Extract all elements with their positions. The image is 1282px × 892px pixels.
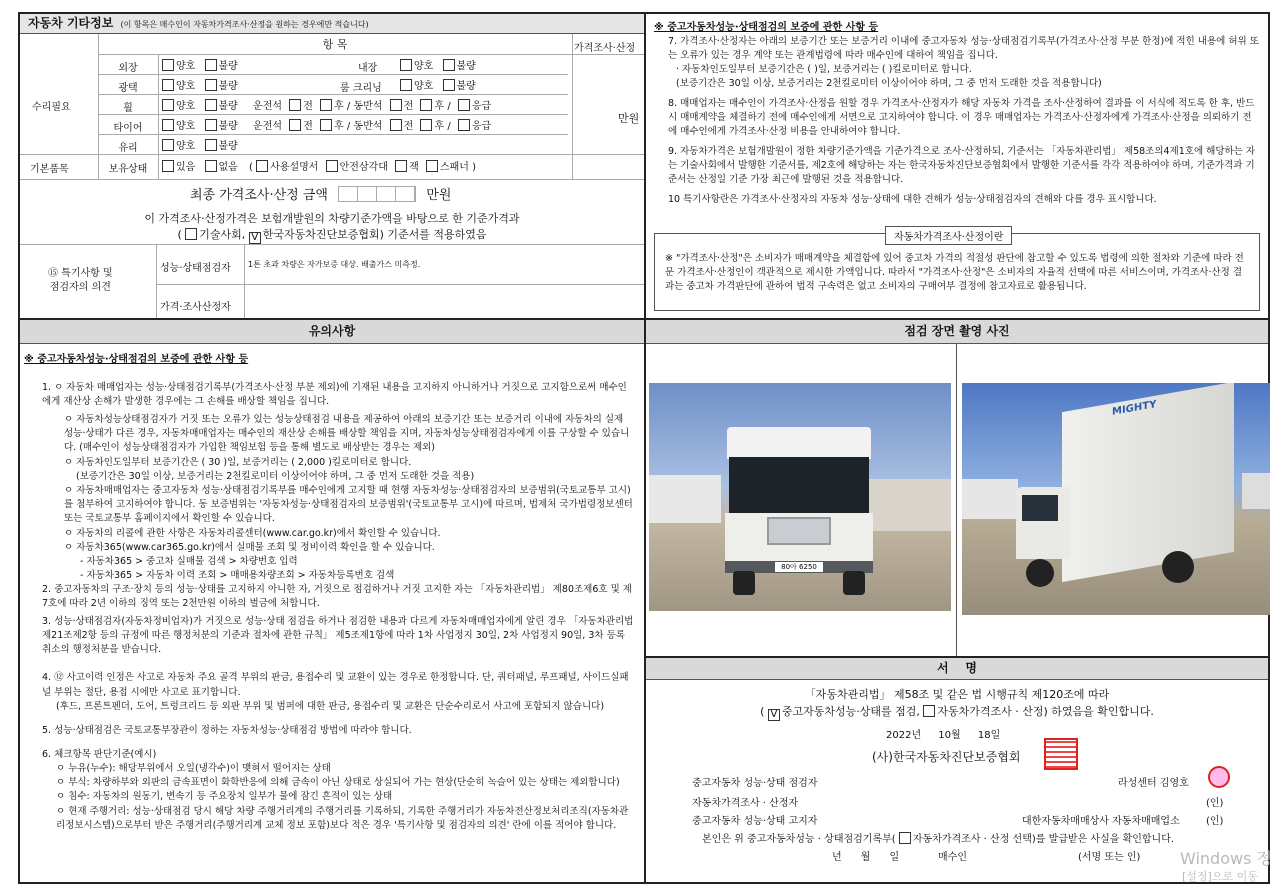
interior-bad-checkbox[interactable]	[443, 59, 455, 71]
no-items-checkbox[interactable]	[205, 160, 217, 172]
tire-bad-checkbox[interactable]	[205, 119, 217, 131]
tire-row: 양호 불량 운전석 전 후 / 동반석 전 후 / 응급	[162, 117, 491, 132]
box-title: 자동차가격조사·산정이란	[885, 226, 1012, 245]
interior-label: 내장	[358, 63, 378, 74]
wheel-driver-front-checkbox[interactable]	[289, 99, 301, 111]
truck-side-photo	[962, 383, 1270, 615]
room-bad-checkbox[interactable]	[443, 79, 455, 91]
room-cleaning-label: 룸 크리닝	[340, 83, 382, 94]
sign-line-2: ( V 중고자동차성능·상태를 점검, 자동차가격조사 · 산정) 하였음을 확인합니다.	[760, 705, 1154, 720]
wheel-pass-rear-checkbox[interactable]	[420, 99, 432, 111]
truck-brand: MIGHTY	[1112, 399, 1157, 418]
final-price-label: 최종 가격조사·산정 금액	[190, 188, 328, 203]
exterior-bad-checkbox[interactable]	[205, 59, 217, 71]
note-3: 3. 성능·상태점검자(자동차정비업자)가 거짓으로 성능·상태 점검을 하거나 점검한 내용과 다르게 자동차매매업자에게 알린 경우 「자동차관리법 제21조제2항 등의 규정에 따른 행정처분의 기준과 절차에 관한 규칙」 제5조제1항에 따라 1차 사업정지 30일, 2차 사업정지 90일, 3차 등록취소의 행정처분을 받습니다.	[42, 616, 634, 656]
photos-header: 점검 장면 촬영 사진	[646, 320, 1268, 344]
special-notes-label: ⑮ 특기사항 및 점검자의 의견	[48, 268, 113, 293]
tech-society-checkbox[interactable]	[185, 228, 197, 240]
note-1h: - 자동차365 > 자동차 이력 조회 > 매매용차량조회 > 자동차등록번호 검색	[80, 570, 395, 582]
basis-text-2: ( 기술사회, V 한국자동차진단보증협회) 기준서를 적용하였음	[177, 228, 487, 243]
wheel-driver-rear-checkbox[interactable]	[320, 99, 332, 111]
note-1e: ㅇ 자동차의 리콜에 관한 사항은 자동차리콜센터(www.car.go.kr)에서 확인할 수 있습니다.	[64, 527, 441, 539]
jack-checkbox[interactable]	[395, 160, 407, 172]
note-6a: ㅇ 누유(누수): 해당부위에서 오일(냉각수)이 맺혀서 떨어지는 상태	[56, 763, 331, 775]
tire-driver-front-checkbox[interactable]	[289, 119, 301, 131]
windows-activation-watermark: Windows 정	[1180, 849, 1272, 868]
performance-check-checkbox[interactable]: V	[768, 709, 780, 721]
tire-pass-front-checkbox[interactable]	[390, 119, 402, 131]
price-header: 가격조사·산정	[574, 43, 636, 54]
item-8: 8. 매매업자는 매수인이 가격조사·산정을 원할 경우 가격조사·산정자가 해당 자동차 가격을 조사·산정하여 결과를 이 서식에 적도록 한 후, 반드시 매매계약을 체결하기 전에 매수인에게 서면으로 고지하여야 합니다. 이 경우 매매업자는 가격조사·산정자에게 가격조사·산정을 의뢰하기 전에 매수인에게 가격조사·산정 비용을 안내하여야 합니다.	[668, 98, 1255, 137]
section-title-row	[20, 14, 644, 34]
inspector-label: 성능·상태점검자	[160, 263, 231, 274]
notes-header: 유의사항	[20, 320, 644, 344]
section-subtitle: (이 항목은 매수인이 자동차가격조사·산정을 원하는 경우에만 적습니다)	[120, 20, 369, 29]
room-good-checkbox[interactable]	[400, 79, 412, 91]
bad-label: 불량	[456, 81, 476, 92]
final-price-input[interactable]	[338, 186, 416, 202]
organization-name: (사)한국자동차진단보증협회	[872, 750, 1021, 764]
exterior-good-checkbox[interactable]	[162, 59, 174, 71]
notifier-seal-mark: (인)	[1206, 816, 1224, 827]
final-price-unit: 만원	[426, 188, 452, 203]
good-label: 양호	[176, 61, 196, 72]
inspector-note: 1톤 초과 차량은 자가보증 대상. 배출가스 미측정.	[248, 260, 421, 269]
has-items-checkbox[interactable]	[162, 160, 174, 172]
tire-emergency-checkbox[interactable]	[458, 119, 470, 131]
item-7b: (보증기간은 30일 이상, 보증거리는 2천킬로미터 이상이어야 하며, 그 중 먼저 도래한 것을 적용합니다)	[676, 78, 1102, 89]
note-1g: - 자동차365 > 중고차 실매물 검색 > 차량번호 입력	[80, 556, 298, 568]
basic-items-label: 기본품목	[30, 164, 69, 175]
note-4b: (후드, 프론트펜더, 도어, 트렁크리드 등 외판 부위 및 범퍼에 대한 판금, 용접수리 및 교환은 단순수리로서 사고에 포함되지 않습니다)	[56, 700, 605, 712]
sign-day: 18일	[977, 730, 1001, 741]
notifier-sign-label: 중고자동차 성능·상태 고지자	[692, 816, 818, 827]
triangle-checkbox[interactable]	[326, 160, 338, 172]
good-label: 양호	[176, 81, 196, 92]
item-10: 10 특기사항란은 가격조사·산정자의 자동차 성능·상태에 대한 견해가 성능·상태점검자의 견해와 다를 경우 표시합니다.	[668, 194, 1157, 205]
photos-section	[644, 318, 1270, 658]
gloss-good-checkbox[interactable]	[162, 79, 174, 91]
note-4: 4. ⑫ 사고이력 인정은 사고로 자동차 주요 골격 부위의 판금, 용접수리 및 교환이 있는 경우로 한정합니다. 단, 쿼터패널, 루프패널, 사이드실패널 부위는 절단, 용접 시에만 사고로 표기합니다.	[42, 672, 629, 698]
bad-label: 불량	[218, 61, 238, 72]
note-1d: ㅇ 자동차매매업자는 중고자동차 성능·상태점검기록부를 매수인에게 고지할 때 현행 자동차성능·상태점검자의 보증범위(국토교통부 고시)를 첨부하여 고지하여야 합니다. 동 보증범위는 '자동차성능·상태점검자의 보증범위'(국토교통부 고시)에 따르며, 법제처 국가법령정보센터 또는 국토교통부 홈페이지에서 확인할 수 있습니다.	[64, 485, 633, 525]
note-1c: ㅇ 자동차인도일부터 보증기간은 ( 30 )일, 보증거리는 ( 2,000 )킬로미터로 합니다.	[64, 456, 412, 468]
warranty-info-section	[644, 12, 1270, 320]
wheel-good-checkbox[interactable]	[162, 99, 174, 111]
glass-label: 유리	[118, 143, 138, 154]
buyer-label: 매수인	[938, 852, 967, 863]
item-header: 항 목	[322, 38, 348, 51]
good-label: 양호	[414, 61, 434, 72]
notes-title: ※ 중고자동차성능·상태점검의 보증에 관한 사항 등	[24, 354, 249, 365]
wheel-row: 양호 불량 운전석 전 후 / 동반석 전 후 / 응급	[162, 97, 491, 112]
price-appraisal-checkbox[interactable]	[923, 705, 935, 717]
item-7a: · 자동차인도일부터 보증기간은 ( )일, 보증거리는 ( )킬로미터로 합니다.	[676, 64, 972, 75]
signature-header: 서 명	[646, 658, 1268, 680]
note-1b: ㅇ 자동차성능상태점검자가 거짓 또는 오류가 있는 성능상태점검 내용을 제공하여 아래의 보증기간 또는 보증거리 이내에 자동차의 실제 성능·상태가 다른 경우, 자동차매매업자는 매수인의 재산상 손해를 배상할 책임을 지며, 자동차성능상태점검자에게 이를 구상할 수 있습니다. (매수인이 성능상태점검자가 가입한 책임보험 등을 통해 별도로 배상받는 경우는 제외)	[64, 414, 630, 454]
inspector-seal-icon	[1208, 766, 1230, 788]
note-6d: ㅇ 현재 주행거리: 성능·상태점검 당시 해당 차량 주행거리계의 주행거리를 기록하되, 기록한 주행거리가 자동차전산정보처리조직(자동차관리정보시스템)으로부터 받은 주행거리(주행거리계 교체 정보 포함)보다 적은 경우 '특기사항 및 점검자의 의견' 란에 이를 적어야 합니다.	[56, 805, 629, 831]
organization-seal-icon	[1044, 738, 1078, 770]
bad-label: 불량	[218, 81, 238, 92]
note-6: 6. 체크항목 판단기준(예시)	[42, 748, 157, 760]
price-unit: 만원	[618, 112, 640, 125]
note-5: 5. 성능·상태점검은 국토교통부장관이 정하는 자동차성능·상태점검 방법에 따라야 합니다.	[42, 724, 412, 736]
vehicle-info-section: 자동차 기타정보 (이 항목은 매수인이 자동차가격조사·산정을 원하는 경우에만 적습니다) 항 목 가격조사·산정 수리필요 기본품목 만원 외장 양호 불량 내장 양호 불량 광택 양호 불량 룸 크리닝 양호 불량 휠 양호 불량 운전석 전 후 / 동반석 전 후 / 응급 타이어 양호 불량 운전석 전 후 / 동반석 전 후 / 응급 유리 양호 불량 보유상태 있음 없음 ( 사용설명서 안전삼각대 잭 스패너 ) 최종 가격조사·산정 금액 만원 이 가격조사·산정가격은 보험개발원의 차량기준가액을 바탕으로 한 기준가격과 ( 기술사회, V 한국자동차진단보증협회) 기준서를 적용하였음 ⑮ 특기사항 및 점검자의 의견 성능·상태점검자 1톤 초과 차량은 자가보증 대상. 배출가스 미측정. 가격·조사산정자	[18, 12, 646, 320]
appraiser-seal-mark: (인)	[1206, 798, 1224, 809]
glass-bad-checkbox[interactable]	[205, 139, 217, 151]
gloss-bad-checkbox[interactable]	[205, 79, 217, 91]
glass-good-checkbox[interactable]	[162, 139, 174, 151]
appraiser-label: 가격·조사산정자	[160, 302, 231, 313]
notes-section	[18, 318, 646, 884]
manual-checkbox[interactable]	[256, 160, 268, 172]
wheel-bad-checkbox[interactable]	[205, 99, 217, 111]
spanner-checkbox[interactable]	[426, 160, 438, 172]
wheel-emergency-checkbox[interactable]	[458, 99, 470, 111]
gloss-label: 광택	[118, 83, 138, 94]
final-price-row	[190, 184, 451, 203]
interior-good-checkbox[interactable]	[400, 59, 412, 71]
note-6c: ㅇ 침수: 자동차의 원동기, 변속기 등 주요장치 일부가 물에 잠긴 흔적이 있는 상태	[56, 791, 393, 803]
bad-label: 불량	[456, 61, 476, 72]
price-appraisal-box	[654, 233, 1260, 311]
item-9: 9. 자동차가격은 보험개발원이 정한 차량기준가액을 기준가격으로 조사·산정하되, 기준서는 「자동차관리법」 제58조의4제1호에 해당하는 자는 기술사회에서 발행한 기준서를, 제2호에 해당하는 자는 한국자동차진단보증협회에서 발행한 기준서를 각각 적용하여야 하며, 기준가격과 기준서는 산정일 기준 가장 최근에 발행된 것을 적용합니다.	[668, 146, 1256, 185]
basic-items-row: 있음 없음 ( 사용설명서 안전삼각대 잭 스패너 )	[162, 158, 476, 173]
sign-date	[886, 726, 1000, 741]
note-1a: 1. ㅇ 자동차 매매업자는 성능·상태점검기록부(가격조사·산정 부분 제외)에 기재된 내용을 고지하지 아니하거나 거짓으로 고지함으로써 매수인에게 재산상 손해가 발생한 경우에는 그 손해를 배상할 책임을 집니다.	[42, 382, 627, 407]
exterior-label: 외장	[118, 63, 138, 74]
license-plate: 80아 6250	[775, 562, 823, 572]
buyer-signature-field[interactable]: (서명 또는 인)	[1078, 852, 1141, 863]
note-1f: ㅇ 자동차365(www.car365.go.kr)에서 실매물 조회 및 정비이력 확인을 할 수 있습니다.	[64, 541, 435, 553]
tire-driver-rear-checkbox[interactable]	[320, 119, 332, 131]
wheel-pass-front-checkbox[interactable]	[390, 99, 402, 111]
inspector-sign-name: 라성센터 김영호	[1118, 778, 1189, 789]
wheel-label: 휠	[123, 103, 133, 114]
notifier-sign-name: 대한자동차매매상사 자동차매매업소	[1022, 816, 1180, 827]
appraiser-sign-label: 자동차가격조사 · 산정자	[692, 798, 799, 809]
signature-section	[644, 656, 1270, 884]
tire-good-checkbox[interactable]	[162, 119, 174, 131]
note-6b: ㅇ 부식: 차량하부와 외판의 금속표면이 화학반응에 의해 금속이 아닌 상태로 상실되어 가는 현상(단순히 녹슬어 있는 상태는 제외합니다)	[56, 777, 620, 789]
sign-month: 10월	[938, 730, 961, 741]
buyer-date: 년 월 일	[832, 852, 900, 863]
item-7: 7. 가격조사·산정자는 아래의 보증기간 또는 보증거리 이내에 중고자동차 성능·상태점검기록부(가격조사·산정 부분 한정)에 적힌 내용에 허위 또는 오류가 있는 경우 계약 또는 관계법령에 따라 매수인에 대하여 책임을 집니다.	[668, 36, 1259, 61]
sign-line-1: 「자동차관리법」 제58조 및 같은 법 시행규칙 제120조에 따라	[804, 688, 1110, 701]
kadia-checkbox[interactable]: V	[249, 232, 261, 244]
truck-front-photo	[649, 383, 951, 611]
inspector-sign-label: 중고자동차 성능·상태 점검자	[692, 778, 818, 789]
repair-label: 수리필요	[32, 102, 71, 113]
holding-label: 보유상태	[108, 164, 148, 175]
tire-label: 타이어	[113, 123, 143, 134]
windows-settings-watermark: [설정]으로 이동	[1182, 870, 1258, 883]
box-text: ※ "가격조사·산정"은 소비자가 매매계약을 체결함에 있어 중고차 가격의 적절성 판단에 참고할 수 있도록 법령에 의한 절차와 기준에 따라 전문 가격조사·산정인이 객관적으로 제시한 가액입니다. 따라서 "가격조사·산정"은 소비자의 자율적 선택에 따른 서비스이며, 가격조사·산정 결과는 중고차 가격판단에 관하여 법적 구속력은 없고 소비자의 구매여부 결정에 참고자료로 활용됩니다.	[665, 253, 1244, 292]
tire-pass-rear-checkbox[interactable]	[420, 119, 432, 131]
basis-text-1: 이 가격조사·산정가격은 보험개발원의 차량기준가액을 바탕으로 한 기준가격과	[144, 212, 520, 225]
buyer-confirm-line: 본인은 위 중고자동차성능 · 상태점검기록부( 자동차가격조사 · 산정 선택)를 발급받은 사실을 확인합니다.	[702, 834, 1175, 845]
sign-year: 2022년	[886, 730, 922, 741]
note-2: 2. 중고자동차의 구조·장치 등의 성능·상태를 고지하지 아니한 자, 거짓으로 점검하거나 거짓 고지한 자는 「자동차관리법」 제80조제6호 및 제7호에 따라 2년 이하의 징역 또는 2천만원 이하의 벌금에 처합니다.	[42, 584, 632, 610]
warranty-title: ※ 중고자동차성능·상태점검의 보증에 관한 사항 등	[654, 22, 879, 33]
note-1c2: (보증기간은 30일 이상, 보증거리는 2천킬로미터 이상이어야 하며, 그 중 먼저 도래한 것을 적용)	[76, 470, 475, 482]
good-label: 양호	[414, 81, 434, 92]
buyer-appraisal-checkbox[interactable]	[899, 832, 911, 844]
section-title: 자동차 기타정보	[28, 16, 114, 30]
